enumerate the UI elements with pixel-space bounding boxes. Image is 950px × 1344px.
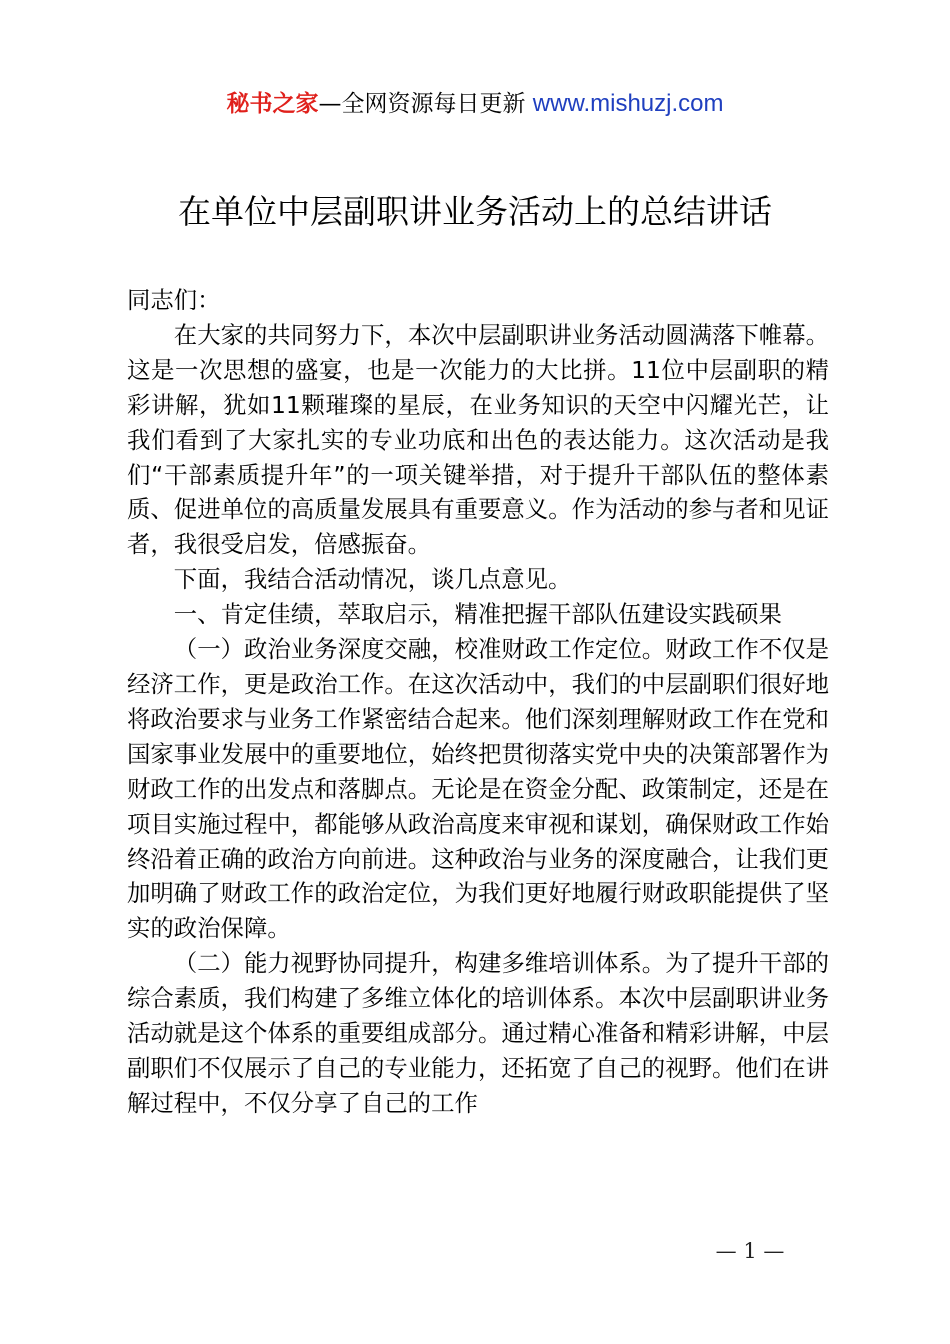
paragraph-intro: 在大家的共同努力下，本次中层副职讲业务活动圆满落下帷幕。这是一次思想的盛宴，也是一次能力的大比拼。11位中层副职的精彩讲解，犹如11颗璀璨的星辰，在业务知识的天空中闪耀光芒，让我们看到了大家扎实的专业功底和出色的表达能力。这次活动是我们“干部素质提升年”的一项关键举措，对于提升干部队伍的整体素质、促进单位的高质量发展具有重要意义。作为活动的参与者和见证者，我很受启发，倍感振奋。 xyxy=(127,320,829,559)
site-url-link[interactable]: www.mishuzj.com xyxy=(532,90,724,117)
paragraph-subsection-1: （一）政治业务深度交融，校准财政工作定位。财政工作不仅是经济工作，更是政治工作。在这次活动中，我们的中层副职们很好地将政治要求与业务工作紧密结合起来。他们深刻理解财政工作在党和国家事业发展中的重要地位，始终把贯彻落实党中央的决策部署作为财政工作的出发点和落脚点。无论是在资金分配、政策制定，还是在项目实施过程中，都能够从政治高度来审视和谋划，确保财政工作始终沿着正确的政治方向前进。这种政治与业务的深度融合，让我们更加明确了财政工作的政治定位，为我们更好地履行财政职能提供了坚实的政治保障。 xyxy=(127,635,829,943)
document-body xyxy=(127,283,829,1121)
paragraph-subsection-2: （二）能力视野协同提升，构建多维培训体系。为了提升干部的综合素质，我们构建了多维立体化的培训体系。本次中层副职讲业务活动就是这个体系的重要组成部分。通过精心准备和精彩讲解，中层副职们不仅展示了自己的专业能力，还拓宽了自己的视野。他们在讲解过程中，不仅分享了自己的工作 xyxy=(127,949,829,1117)
section-heading-1: 一、肯定佳绩，萃取启示，精准把握干部队伍建设实践硕果 xyxy=(173,600,782,629)
salutation: 同志们： xyxy=(127,286,221,314)
paragraph-transition: 下面，我结合活动情况，谈几点意见。 xyxy=(173,565,572,594)
document-title: 在单位中层副职讲业务活动上的总结讲话 xyxy=(178,192,772,231)
page-number: — 1 — xyxy=(715,1239,785,1263)
site-brand: 秘书之家 xyxy=(226,91,319,117)
site-tagline: —全网资源每日更新 xyxy=(318,91,526,117)
site-banner xyxy=(0,86,950,122)
